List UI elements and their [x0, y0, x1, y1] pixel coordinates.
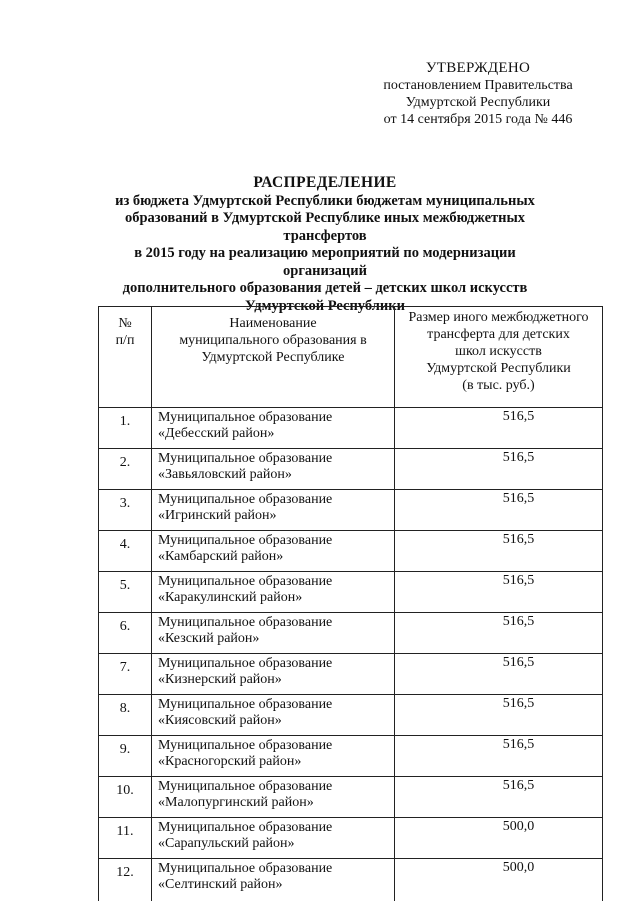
row-number: 11. [99, 818, 152, 859]
municipality-name [152, 654, 395, 695]
municipality-type: Муниципальное образование [158, 738, 333, 753]
municipality-name [152, 490, 395, 531]
row-number: 10. [99, 777, 152, 818]
transfer-amount: 516,5 [395, 613, 603, 654]
approval-line: постановлением Правительства [383, 78, 573, 93]
table-row [99, 408, 603, 449]
municipality-district: «Дебесский район» [158, 426, 275, 441]
municipality-name [152, 613, 395, 654]
table-row [99, 818, 603, 859]
municipality-type: Муниципальное образование [158, 779, 333, 794]
table-row [99, 654, 603, 695]
row-number: 6. [99, 613, 152, 654]
municipality-type: Муниципальное образование [158, 656, 333, 671]
table-row [99, 777, 603, 818]
table-row [99, 695, 603, 736]
municipality-district: «Игринский район» [158, 508, 277, 523]
transfer-amount: 516,5 [395, 490, 603, 531]
transfer-amount: 516,5 [395, 654, 603, 695]
municipality-type: Муниципальное образование [158, 492, 333, 507]
title-line: в 2015 году на реализацию мероприятий по модернизации организаций [134, 245, 516, 279]
transfer-amount: 516,5 [395, 695, 603, 736]
transfer-amount: 516,5 [395, 736, 603, 777]
transfer-amount: 516,5 [395, 531, 603, 572]
transfer-amount: 516,5 [395, 449, 603, 490]
document-title [100, 174, 550, 315]
municipality-district: «Кезский район» [158, 631, 260, 646]
municipality-district: «Завьяловский район» [158, 467, 292, 482]
municipality-district: «Кизнерский район» [158, 672, 282, 687]
municipality-name [152, 572, 395, 613]
municipality-name [152, 736, 395, 777]
title-line: из бюджета Удмуртской Республики бюджетам муниципальных [115, 192, 535, 209]
row-number: 3. [99, 490, 152, 531]
title-line: образований в Удмуртской Республике иных межбюджетных трансфертов [124, 210, 526, 244]
municipality-name [152, 531, 395, 572]
table-row [99, 736, 603, 777]
row-number: 4. [99, 531, 152, 572]
title-heading: РАСПРЕДЕЛЕНИЕ [253, 174, 397, 191]
municipality-district: «Малопургинский район» [158, 795, 314, 810]
table-row [99, 531, 603, 572]
approval-heading: УТВЕРЖДЕНО [425, 60, 531, 76]
table-row [99, 490, 603, 531]
municipality-name [152, 859, 395, 902]
row-number: 12. [99, 859, 152, 902]
header-name: Наименование муниципального образования в Удмуртской Республике [152, 307, 395, 408]
municipality-type: Муниципальное образование [158, 697, 333, 712]
approval-block [378, 60, 578, 128]
municipality-district: «Селтинский район» [158, 877, 283, 892]
municipality-type: Муниципальное образование [158, 574, 333, 589]
municipality-district: «Каракулинский район» [158, 590, 303, 605]
title-line: Удмуртской Республики [245, 297, 405, 314]
municipality-type: Муниципальное образование [158, 410, 333, 425]
table-header-row [99, 307, 603, 408]
transfer-amount: 516,5 [395, 777, 603, 818]
header-num: № п/п [99, 307, 152, 408]
municipality-type: Муниципальное образование [158, 861, 333, 876]
header-amount: Размер иного межбюджетного трансферта для детских школ искусств Удмуртской Республики (в тыс. руб.) [395, 307, 603, 408]
transfer-amount: 500,0 [395, 859, 603, 902]
row-number: 5. [99, 572, 152, 613]
municipality-district: «Сарапульский район» [158, 836, 295, 851]
transfer-amount: 516,5 [395, 408, 603, 449]
row-number: 8. [99, 695, 152, 736]
table-row [99, 859, 603, 902]
distribution-table [98, 306, 603, 901]
municipality-name [152, 777, 395, 818]
row-number: 2. [99, 449, 152, 490]
approval-line: от 14 сентября 2015 года № 446 [383, 112, 573, 127]
row-number: 9. [99, 736, 152, 777]
municipality-type: Муниципальное образование [158, 615, 333, 630]
transfer-amount: 500,0 [395, 818, 603, 859]
municipality-district: «Красногорский район» [158, 754, 302, 769]
municipality-name [152, 695, 395, 736]
approval-line: Удмуртской Республики [405, 95, 551, 110]
table-row [99, 613, 603, 654]
municipality-name [152, 818, 395, 859]
table-row [99, 449, 603, 490]
title-line: дополнительного образования детей – детских школ искусств [122, 280, 528, 296]
municipality-type: Муниципальное образование [158, 820, 333, 835]
municipality-district: «Камбарский район» [158, 549, 284, 564]
table-row [99, 572, 603, 613]
transfer-amount: 516,5 [395, 572, 603, 613]
municipality-type: Муниципальное образование [158, 451, 333, 466]
row-number: 7. [99, 654, 152, 695]
municipality-name [152, 449, 395, 490]
municipality-type: Муниципальное образование [158, 533, 333, 548]
row-number: 1. [99, 408, 152, 449]
municipality-district: «Киясовский район» [158, 713, 282, 728]
municipality-name [152, 408, 395, 449]
